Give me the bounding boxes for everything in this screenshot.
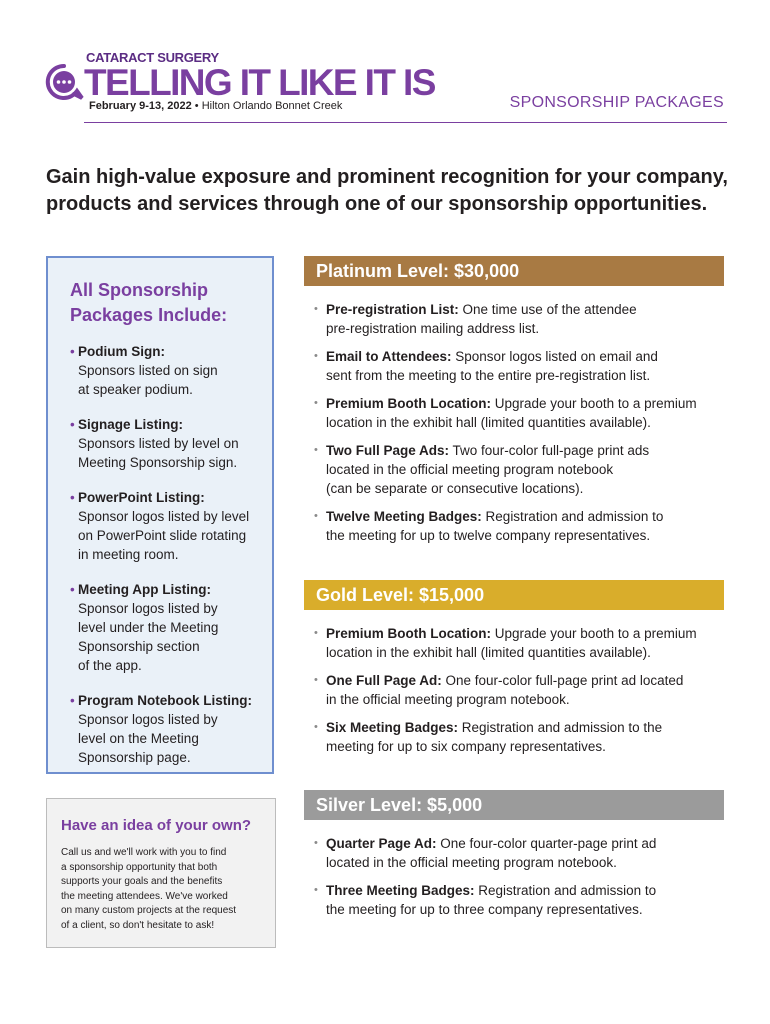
benefit-item — [304, 671, 724, 709]
benefit-line: located in the official meeting program notebook — [326, 462, 614, 477]
benefit-line: location in the exhibit hall (limited quantities available). — [326, 645, 651, 660]
custom-idea-title: Have an idea of your own? — [61, 817, 252, 834]
benefit-item — [304, 507, 724, 545]
event-dates: February 9-13, 2022 — [89, 100, 192, 112]
bullet: • — [314, 303, 318, 315]
included-item-line: Sponsor logos listed by — [78, 712, 218, 727]
bullet: • — [314, 397, 318, 409]
level-benefits-list — [304, 300, 724, 545]
benefit-item — [304, 300, 724, 338]
included-item-title: Podium Sign: — [78, 344, 165, 359]
included-item-line: on PowerPoint slide rotating — [78, 528, 247, 543]
logo-title: TELLING IT LIKE IT IS — [84, 62, 435, 103]
all-packages-heading — [70, 278, 270, 328]
level-title: Gold Level: $15,000 — [304, 580, 724, 610]
benefit-title: Premium Booth Location: — [326, 626, 491, 641]
bullet: • — [314, 627, 318, 639]
included-item-line: Meeting Sponsorship sign. — [78, 455, 238, 470]
benefit-line: meeting for up to six company representatives. — [326, 739, 606, 754]
included-item-title: Meeting App Listing: — [78, 582, 211, 597]
bullet: • — [70, 693, 75, 708]
included-item-title: PowerPoint Listing: — [78, 490, 205, 505]
event-info — [89, 100, 342, 112]
benefit-item — [304, 441, 724, 498]
benefit-line: in the official meeting program notebook. — [326, 692, 570, 707]
level-benefits-list — [304, 834, 724, 919]
included-item-line: Sponsors listed by level on — [78, 436, 239, 451]
benefit-line: Upgrade your booth to a premium — [491, 396, 697, 411]
heading-line: All Sponsorship — [70, 280, 209, 300]
intro-line: products and services through one of our sponsorship opportunities. — [46, 193, 708, 215]
section-label: SPONSORSHIP PACKAGES — [509, 94, 724, 111]
level-title: Silver Level: $5,000 — [304, 790, 724, 820]
included-items-list — [70, 342, 270, 783]
custom-idea-panel — [46, 798, 276, 948]
benefit-title: Three Meeting Badges: — [326, 883, 475, 898]
benefit-line: located in the official meeting program notebook. — [326, 855, 617, 870]
included-item-line: level on the Meeting — [78, 731, 199, 746]
header-divider — [84, 122, 727, 123]
benefit-line: Registration and admission to — [474, 883, 657, 898]
custom-idea-line: Call us and we'll work with you to find — [61, 847, 227, 858]
benefit-line: pre-registration mailing address list. — [326, 321, 540, 336]
benefit-line: Sponsor logos listed on email and — [451, 349, 658, 364]
intro-line: Gain high-value exposure and prominent recognition for your company, — [46, 166, 728, 188]
included-item — [70, 691, 270, 767]
custom-idea-line: a sponsorship opportunity that both — [61, 861, 218, 873]
bullet: • — [314, 837, 318, 849]
included-item — [70, 580, 270, 675]
benefit-line: One time use of the attendee — [458, 302, 637, 317]
included-item-line: at speaker podium. — [78, 382, 193, 397]
platinum-level — [304, 256, 724, 554]
event-venue: Hilton Orlando Bonnet Creek — [201, 100, 343, 112]
benefit-line: the meeting for up to three company representatives. — [326, 902, 643, 917]
page-header — [0, 0, 770, 140]
included-item — [70, 342, 270, 399]
benefit-title: One Full Page Ad: — [326, 673, 442, 688]
benefit-line: Registration and admission to the — [458, 720, 663, 735]
benefit-item — [304, 834, 724, 872]
included-item-line: Sponsorship section — [78, 639, 200, 654]
benefit-item — [304, 347, 724, 385]
benefit-title: Email to Attendees: — [326, 349, 452, 364]
custom-idea-body — [61, 846, 257, 934]
included-item-line: level under the Meeting — [78, 620, 219, 635]
gold-level — [304, 580, 724, 765]
bullet: • — [314, 510, 318, 522]
benefit-line: sent from the meeting to the entire pre-registration list. — [326, 368, 651, 383]
included-item — [70, 415, 270, 472]
bullet: • — [314, 721, 318, 733]
benefit-title: Two Full Page Ads: — [326, 443, 450, 458]
custom-idea-line: on many custom projects at the request — [61, 905, 237, 917]
benefit-line: Two four-color full-page print ads — [449, 443, 650, 458]
benefit-line: (can be separate or consecutive locations). — [326, 481, 584, 496]
logo-kicker: CATARACT SURGERY — [86, 50, 219, 65]
heading-line: Packages Include: — [70, 305, 228, 325]
included-item — [70, 488, 270, 564]
benefit-line: One four-color quarter-page print ad — [436, 836, 657, 851]
benefit-title: Pre-registration List: — [326, 302, 459, 317]
intro-heading — [46, 164, 736, 218]
bullet: • — [70, 490, 75, 505]
benefit-line: Upgrade your booth to a premium — [491, 626, 697, 641]
custom-idea-line: the meeting attendees. We've worked — [61, 890, 228, 902]
included-item-line: in meeting room. — [78, 547, 179, 562]
benefit-line: Registration and admission to — [481, 509, 664, 524]
bullet: • — [314, 884, 318, 896]
bullet: • — [70, 582, 75, 597]
benefit-title: Premium Booth Location: — [326, 396, 491, 411]
included-item-line: Sponsor logos listed by level — [78, 509, 250, 524]
included-item-line: Sponsors listed on sign — [78, 363, 218, 378]
benefit-title: Six Meeting Badges: — [326, 720, 459, 735]
benefit-item — [304, 718, 724, 756]
included-item-line: Sponsor logos listed by — [78, 601, 218, 616]
included-item-line: Sponsorship page. — [78, 750, 191, 765]
benefit-item — [304, 881, 724, 919]
benefit-item — [304, 394, 724, 432]
custom-idea-line: of a client, so don't hesitate to ask! — [61, 919, 215, 931]
level-title: Platinum Level: $30,000 — [304, 256, 724, 286]
included-item-line: of the app. — [78, 658, 142, 673]
included-item-title: Signage Listing: — [78, 417, 184, 432]
bullet: • — [314, 444, 318, 456]
benefit-line: the meeting for up to twelve company representatives. — [326, 528, 651, 543]
included-item-title: Program Notebook Listing: — [78, 693, 253, 708]
bullet: • — [314, 674, 318, 686]
all-packages-panel — [46, 256, 274, 774]
custom-idea-line: supports your goals and the benefits — [61, 876, 223, 888]
benefit-line: location in the exhibit hall (limited quantities available). — [326, 415, 651, 430]
bullet: • — [314, 350, 318, 362]
bullet: • — [70, 417, 75, 432]
benefit-title: Twelve Meeting Badges: — [326, 509, 482, 524]
level-benefits-list — [304, 624, 724, 756]
bullet: • — [70, 344, 75, 359]
benefit-item — [304, 624, 724, 662]
speech-bubble-icon — [44, 62, 84, 102]
event-separator: • — [194, 100, 199, 112]
benefit-line: One four-color full-page print ad located — [441, 673, 684, 688]
benefit-title: Quarter Page Ad: — [326, 836, 437, 851]
silver-level — [304, 790, 724, 928]
